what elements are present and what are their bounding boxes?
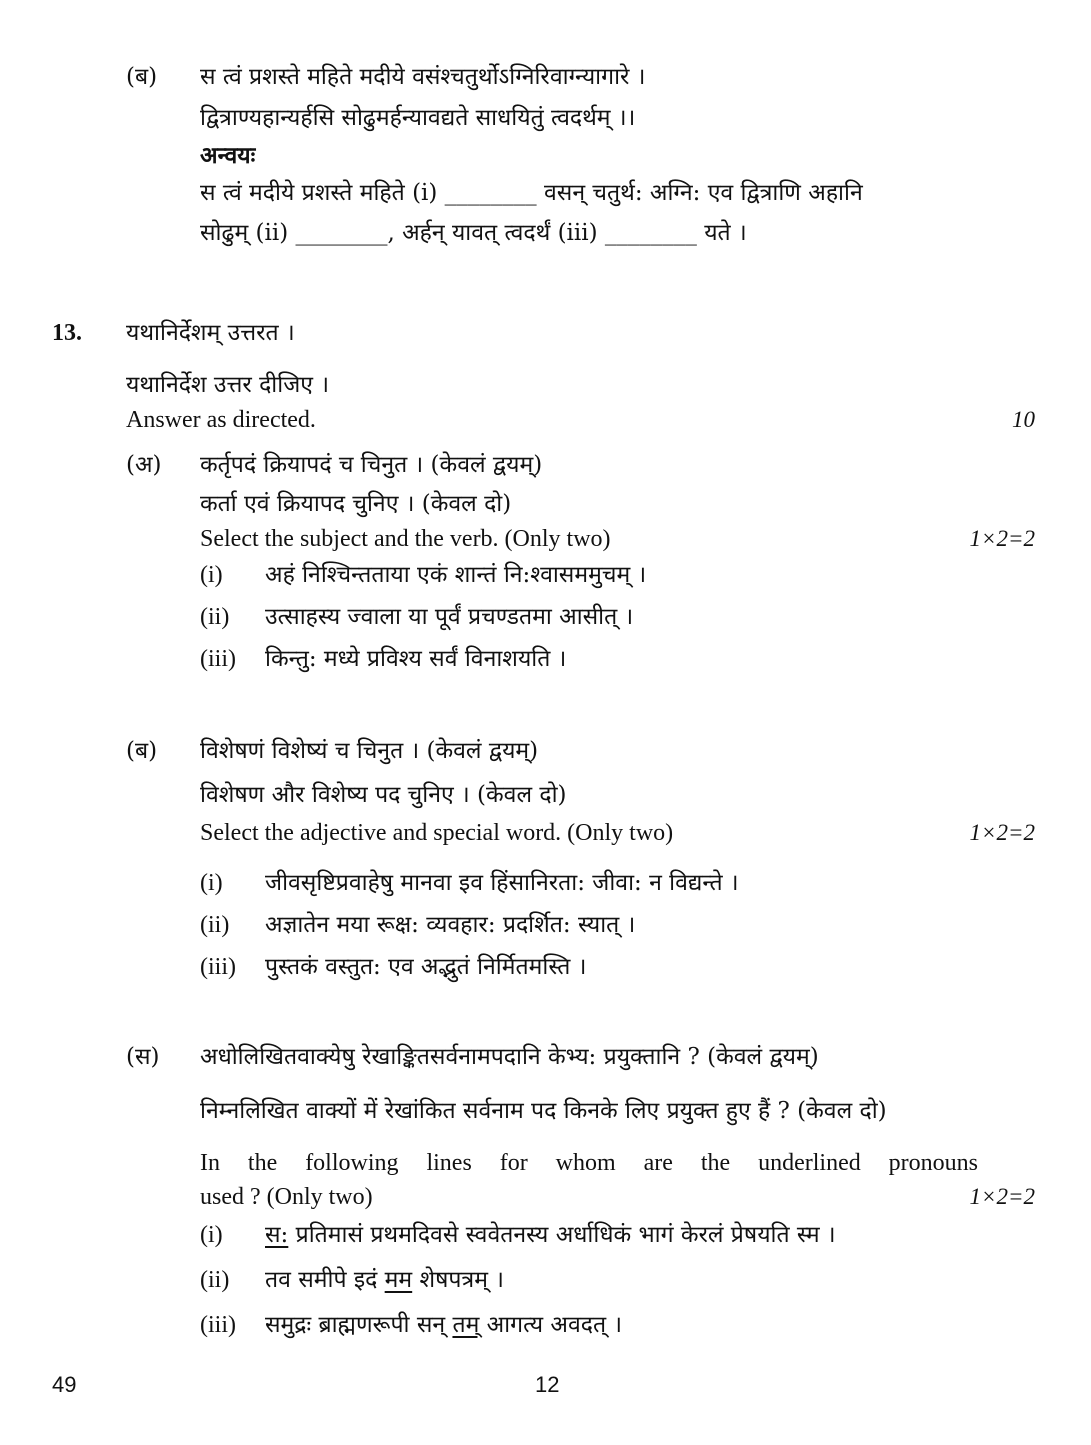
underlined-pronoun-1: स:: [265, 1222, 289, 1248]
verse-line-1: स त्वं प्रशस्ते महिते मदीये वसंश्चतुर्थोऽग्निरिवाग्न्यागारे ।: [200, 64, 646, 90]
part-b-item-3-number: (iii): [200, 954, 236, 980]
part-c-item-1-number: (i): [200, 1222, 223, 1248]
footer-code: 49: [52, 1372, 77, 1397]
part-b-instruction-english: Select the adjective and special word. (Only two): [200, 820, 674, 846]
part-b-marks: 1×2=2: [969, 820, 1035, 845]
part-a-item-1-text: अहं निश्चिन्तताया एकं शान्तं नि:श्वासममुचम् ।: [265, 562, 647, 588]
part-c-item-2-post: शेषपत्रम् ।: [412, 1267, 504, 1293]
part-a-instruction-sanskrit: कर्तृपदं क्रियापदं च चिनुत । (केवलं द्वयम्): [200, 452, 543, 478]
part-c-item-2-pre: तव समीपे इदं: [265, 1267, 385, 1293]
part-b-instruction-hindi: विशेषण और विशेष्य पद चुनिए । (केवल दो): [200, 782, 567, 808]
part-c-instruction-english-line-2: used ? (Only two): [200, 1184, 373, 1210]
part-c-item-3-pre: समुद्रः ब्राह्मणरूपी सन्: [265, 1312, 453, 1338]
part-b-item-1-text: जीवसृष्टिप्रवाहेषु मानवा इव हिंसानिरता: जीवा: न विद्यन्ते ।: [265, 870, 739, 896]
anvaya-line-2: सोढुम् (ii) ________, अर्हन् यावत् त्वदर्थं (iii) ________ यते ।: [200, 220, 747, 246]
anvaya-heading: अन्वयः: [200, 142, 256, 169]
part-label-b: (ब): [126, 738, 158, 764]
part-c-instruction-sanskrit: अधोलिखितवाक्येषु रेखाङ्कितसर्वनामपदानि केभ्य: प्रयुक्तानि ? (केवलं द्वयम्): [200, 1044, 819, 1070]
part-c-item-3-number: (iii): [200, 1312, 236, 1338]
part-b-item-1-number: (i): [200, 870, 223, 896]
part-c-instruction-english-line-1: In the following lines for whom are the underlined pronouns: [200, 1150, 978, 1176]
part-label-c: (स): [126, 1044, 160, 1070]
part-c-item-2-number: (ii): [200, 1267, 230, 1293]
part-c-item-3-text: [265, 1310, 622, 1340]
footer-page-number: 12: [535, 1372, 560, 1397]
underlined-pronoun-2: मम: [384, 1267, 413, 1293]
part-c-marks: 1×2=2: [969, 1184, 1035, 1209]
part-a-item-3-number: (iii): [200, 646, 236, 672]
part-c-item-1-text: [265, 1220, 836, 1250]
part-b-instruction-sanskrit: विशेषणं विशेष्यं च चिनुत । (केवलं द्वयम्): [200, 738, 539, 764]
q13-instruction-english: Answer as directed.: [126, 407, 316, 433]
part-c-item-1-post: प्रतिमासं प्रथमदिवसे स्ववेतनस्य अर्धाधिकं भागं केरलं प्रेषयति स्म ।: [288, 1222, 836, 1248]
part-c-instruction-hindi: निम्नलिखित वाक्यों में रेखांकित सर्वनाम पद किनके लिए प्रयुक्त हुए हैं ? (केवल दो): [200, 1098, 887, 1124]
q13-instruction-sanskrit: यथानिर्देशम् उत्तरत ।: [126, 320, 295, 346]
part-a-item-3-text: किन्तु: मध्ये प्रविश्य सर्वं विनाशयति ।: [265, 646, 567, 672]
verse-line-2: द्वित्राण्यहान्यर्हसि सोढुमर्हन्यावद्यते साधयितुं त्वदर्थम् ।।: [200, 105, 636, 131]
part-a-item-2-number: (ii): [200, 604, 230, 630]
part-a-marks: 1×2=2: [969, 526, 1035, 551]
part-c-item-3-post: आगत्य अवदत् ।: [479, 1312, 623, 1338]
part-label-b-q12: (ब): [126, 64, 158, 90]
part-a-item-1-number: (i): [200, 562, 223, 588]
underlined-pronoun-3: तम्: [452, 1312, 480, 1338]
part-a-item-2-text: उत्साहस्य ज्वाला या पूर्वं प्रचण्डतमा आसीत् ।: [265, 604, 634, 630]
anvaya-line-1: स त्वं मदीये प्रशस्ते महिते (i) ________ वसन् चतुर्थ: अग्नि: एव द्वित्राणि अहानि: [200, 180, 863, 206]
q13-total-marks: 10: [1012, 407, 1035, 432]
part-a-instruction-english: Select the subject and the verb. (Only two): [200, 526, 611, 552]
part-b-item-2-text: अज्ञातेन मया रूक्ष: व्यवहार: प्रदर्शित: स्यात् ।: [265, 912, 636, 938]
part-b-item-3-text: पुस्तकं वस्तुत: एव अद्भुतं निर्मितमस्ति ।: [265, 954, 587, 980]
part-label-a: (अ): [126, 452, 162, 478]
q13-instruction-hindi: यथानिर्देश उत्तर दीजिए ।: [126, 372, 330, 398]
part-a-instruction-hindi: कर्ता एवं क्रियापद चुनिए । (केवल दो): [200, 491, 512, 517]
question-number-13: 13.: [52, 320, 82, 346]
part-b-item-2-number: (ii): [200, 912, 230, 938]
part-c-item-2-text: [265, 1265, 504, 1295]
